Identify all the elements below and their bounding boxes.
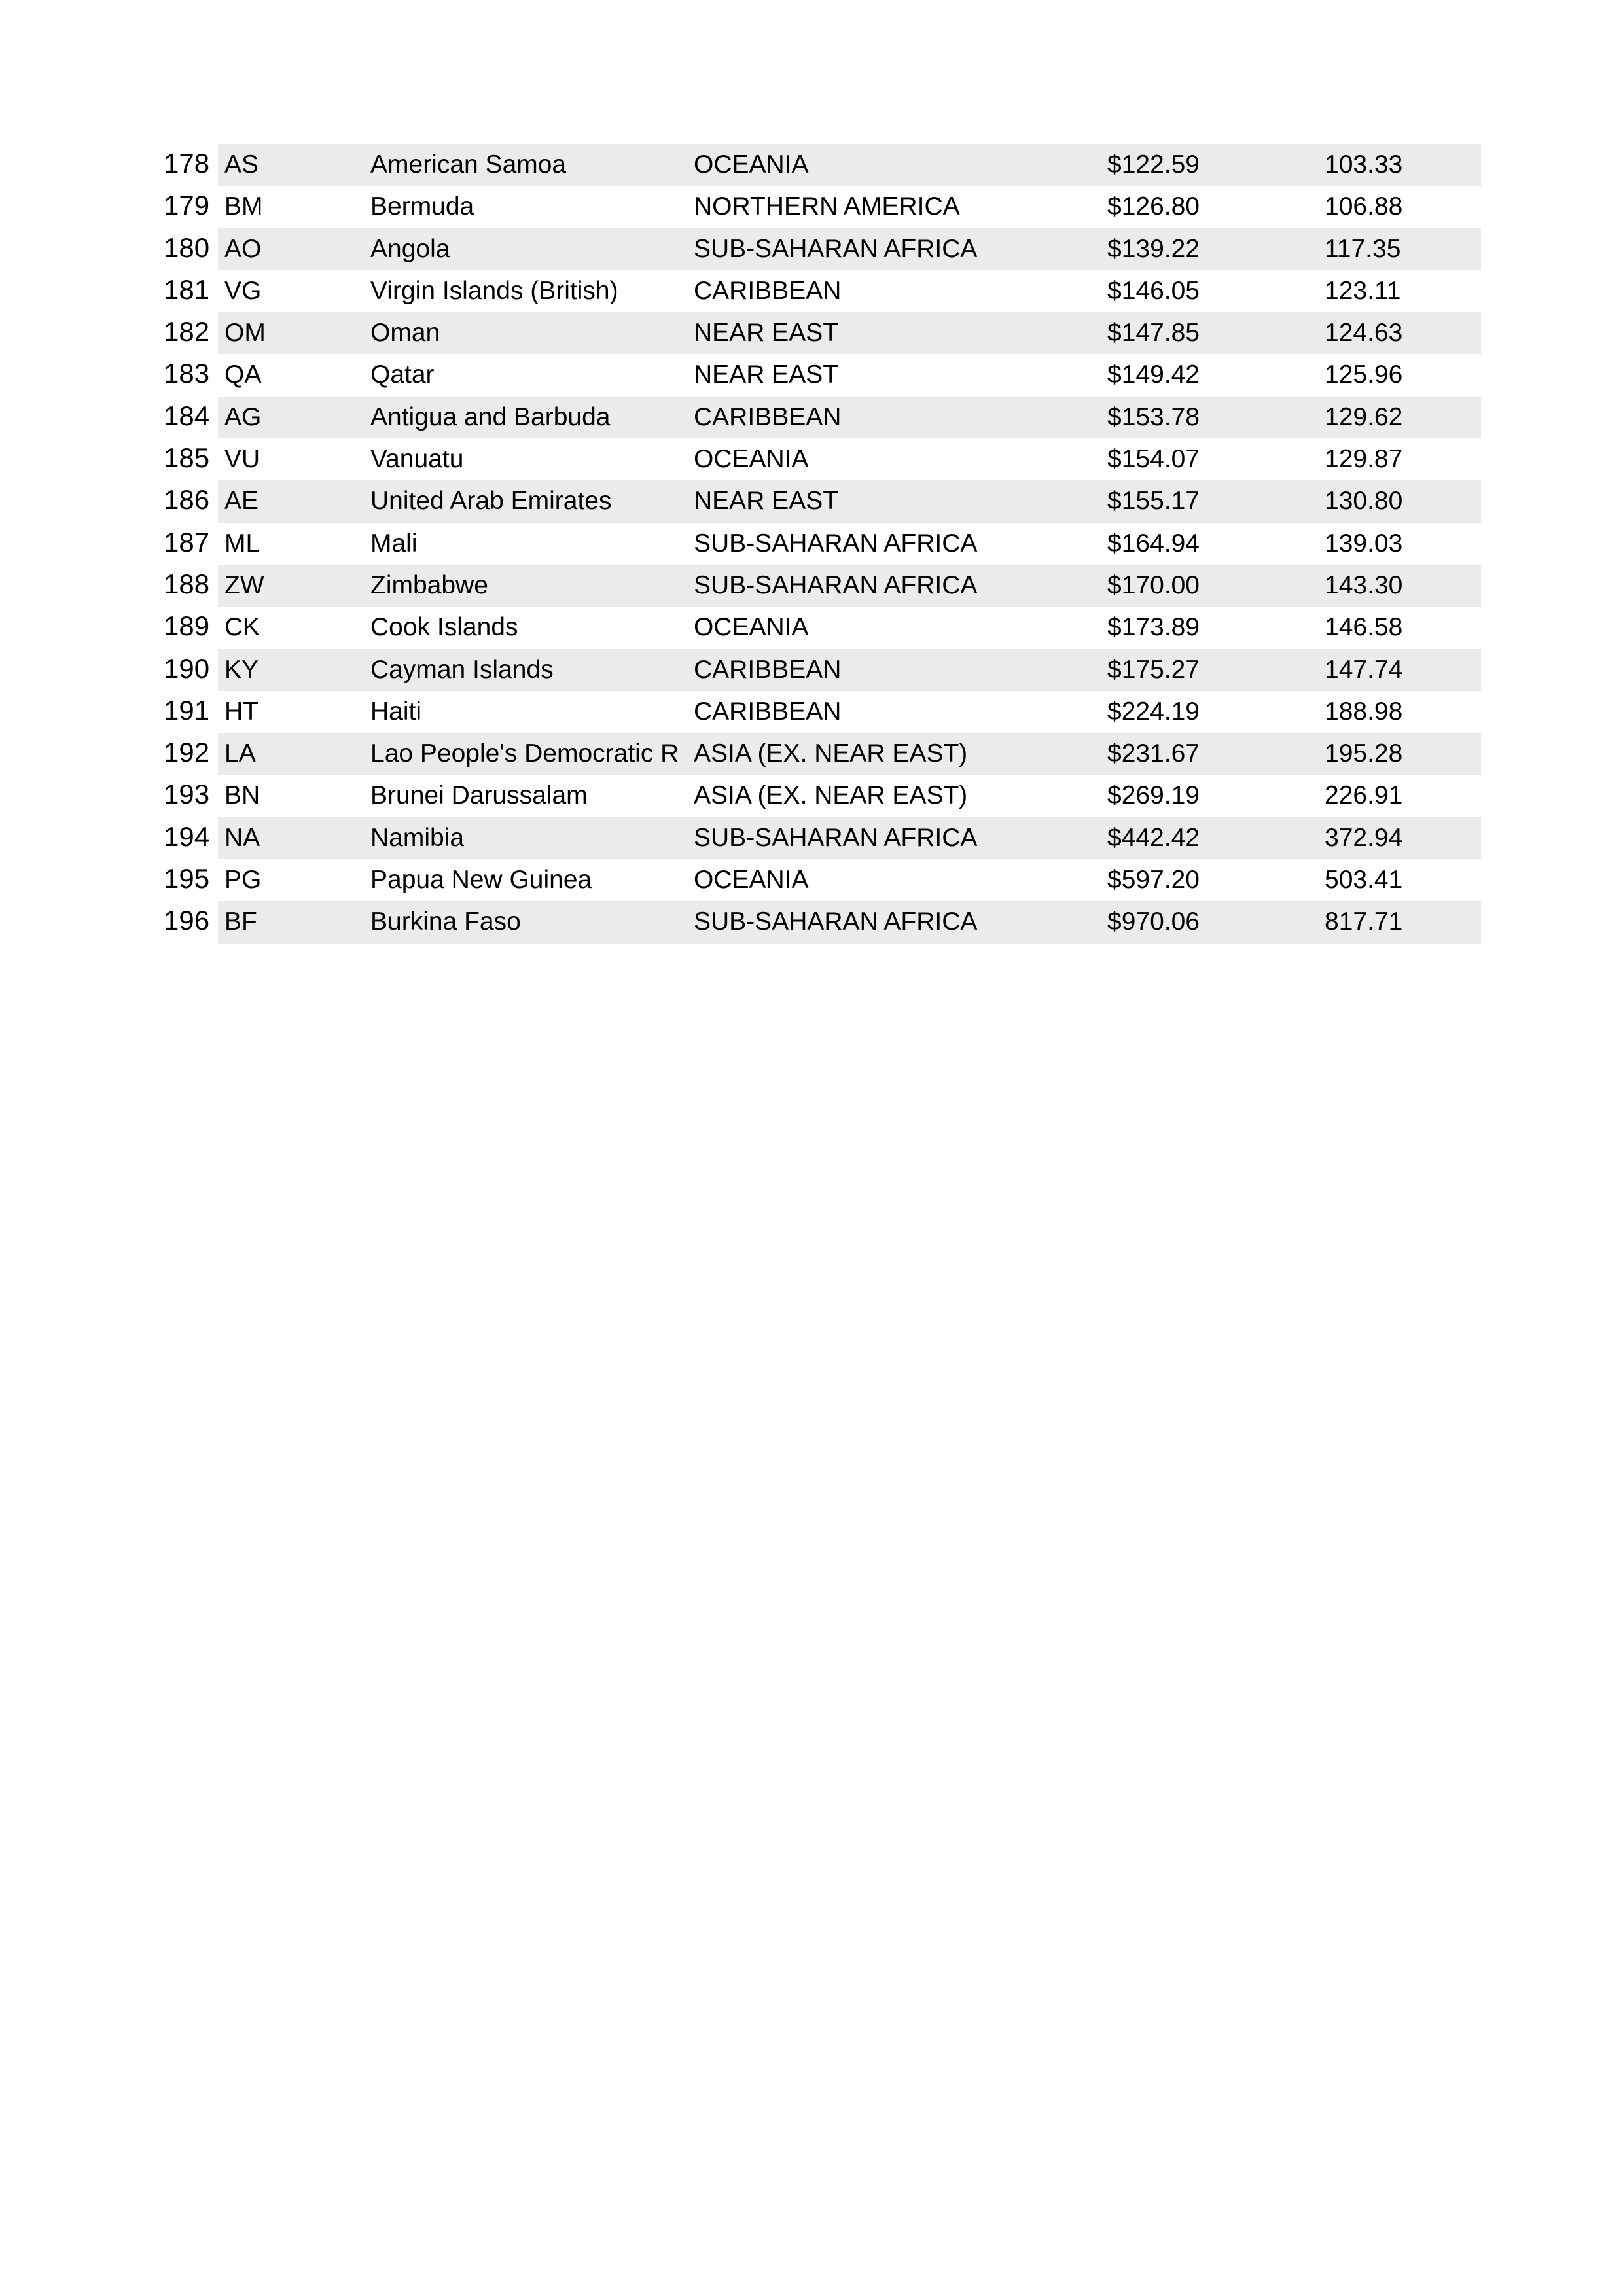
- country-code: LA: [224, 739, 256, 768]
- country-code: VG: [224, 276, 262, 305]
- region: CARIBBEAN: [694, 697, 842, 726]
- country-code: BM: [224, 192, 263, 221]
- price: $149.42: [1107, 361, 1200, 389]
- region: ASIA (EX. NEAR EAST): [694, 739, 968, 768]
- country-code: AO: [224, 234, 262, 263]
- index-value: 123.11: [1325, 276, 1401, 305]
- table-row: [0, 607, 1623, 648]
- table-row: [0, 438, 1623, 480]
- country-name: Mali: [370, 529, 418, 557]
- price: $155.17: [1107, 487, 1200, 516]
- country-name: Cook Islands: [370, 613, 518, 642]
- table-row: [0, 480, 1623, 522]
- country-code: ZW: [224, 571, 264, 599]
- country-code: HT: [224, 697, 259, 726]
- index-value: 817.71: [1325, 908, 1403, 936]
- country-name: United Arab Emirates: [370, 487, 612, 516]
- table-row: [0, 186, 1623, 228]
- row-number: 180: [164, 232, 210, 263]
- country-name: Qatar: [370, 361, 435, 389]
- region: ASIA (EX. NEAR EAST): [694, 781, 968, 810]
- table-row: [0, 775, 1623, 817]
- country-name: Papua New Guinea: [370, 866, 592, 894]
- country-code: PG: [224, 866, 262, 894]
- country-code: NA: [224, 823, 260, 852]
- index-value: 188.98: [1325, 697, 1403, 726]
- row-number: 178: [164, 148, 210, 179]
- data-table: [0, 144, 1623, 944]
- country-name: Namibia: [370, 823, 465, 852]
- table-row: [0, 523, 1623, 565]
- country-name: Angola: [370, 234, 450, 263]
- index-value: 143.30: [1325, 571, 1403, 599]
- table-row: [0, 649, 1623, 691]
- region: NEAR EAST: [694, 319, 839, 347]
- country-name: Zimbabwe: [370, 571, 488, 599]
- price: $147.85: [1107, 319, 1200, 347]
- country-name: Burkina Faso: [370, 908, 521, 936]
- index-value: 124.63: [1325, 319, 1403, 347]
- row-number: 193: [164, 779, 210, 810]
- country-name: Cayman Islands: [370, 655, 554, 684]
- table-row: [0, 354, 1623, 396]
- table-row: [0, 691, 1623, 733]
- region: SUB-SAHARAN AFRICA: [694, 823, 978, 852]
- region: SUB-SAHARAN AFRICA: [694, 529, 978, 557]
- price: $153.78: [1107, 402, 1200, 431]
- region: CARIBBEAN: [694, 402, 842, 431]
- region: SUB-SAHARAN AFRICA: [694, 571, 978, 599]
- price: $442.42: [1107, 823, 1200, 852]
- country-name: Oman: [370, 319, 440, 347]
- row-number: 183: [164, 358, 210, 389]
- region: OCEANIA: [694, 866, 809, 894]
- index-value: 372.94: [1325, 823, 1403, 852]
- row-number: 191: [164, 694, 210, 726]
- table-row: [0, 144, 1623, 186]
- country-name: Virgin Islands (British): [370, 276, 618, 305]
- table-row: [0, 228, 1623, 270]
- row-number: 192: [164, 737, 210, 768]
- price: $164.94: [1107, 529, 1200, 557]
- row-number: 187: [164, 526, 210, 557]
- price: $122.59: [1107, 150, 1200, 179]
- price: $173.89: [1107, 613, 1200, 642]
- country-code: KY: [224, 655, 259, 684]
- region: SUB-SAHARAN AFRICA: [694, 234, 978, 263]
- region: NEAR EAST: [694, 487, 839, 516]
- price: $170.00: [1107, 571, 1200, 599]
- region: CARIBBEAN: [694, 276, 842, 305]
- table-row: [0, 565, 1623, 607]
- country-code: AE: [224, 487, 259, 516]
- index-value: 125.96: [1325, 361, 1403, 389]
- price: $175.27: [1107, 655, 1200, 684]
- row-number: 185: [164, 442, 210, 474]
- index-value: 117.35: [1325, 234, 1401, 263]
- country-name: Lao People's Democratic R: [370, 739, 679, 768]
- table-row: [0, 817, 1623, 859]
- country-name: Haiti: [370, 697, 422, 726]
- index-value: 130.80: [1325, 487, 1403, 516]
- index-value: 226.91: [1325, 781, 1403, 810]
- index-value: 147.74: [1325, 655, 1403, 684]
- price: $154.07: [1107, 445, 1200, 474]
- index-value: 103.33: [1325, 150, 1403, 179]
- row-number: 188: [164, 568, 210, 599]
- region: CARIBBEAN: [694, 655, 842, 684]
- country-code: OM: [224, 319, 266, 347]
- row-number: 181: [164, 274, 210, 305]
- price: $146.05: [1107, 276, 1200, 305]
- price: $224.19: [1107, 697, 1200, 726]
- price: $139.22: [1107, 234, 1200, 263]
- region: NEAR EAST: [694, 361, 839, 389]
- index-value: 195.28: [1325, 739, 1403, 768]
- price: $126.80: [1107, 192, 1200, 221]
- country-code: ML: [224, 529, 260, 557]
- table-row: [0, 901, 1623, 943]
- region: NORTHERN AMERICA: [694, 192, 960, 221]
- row-number: 179: [164, 190, 210, 221]
- country-code: QA: [224, 361, 262, 389]
- row-number: 182: [164, 316, 210, 347]
- row-number: 186: [164, 484, 210, 516]
- country-code: BF: [224, 908, 257, 936]
- row-number: 195: [164, 863, 210, 894]
- table-row: [0, 312, 1623, 354]
- price: $231.67: [1107, 739, 1200, 768]
- country-code: AG: [224, 402, 262, 431]
- price: $970.06: [1107, 908, 1200, 936]
- table-row: [0, 397, 1623, 438]
- country-code: BN: [224, 781, 260, 810]
- country-code: VU: [224, 445, 260, 474]
- table-row: [0, 270, 1623, 312]
- index-value: 106.88: [1325, 192, 1403, 221]
- country-name: Brunei Darussalam: [370, 781, 588, 810]
- table-row: [0, 859, 1623, 901]
- row-number: 184: [164, 400, 210, 431]
- price: $597.20: [1107, 866, 1200, 894]
- index-value: 146.58: [1325, 613, 1403, 642]
- country-code: CK: [224, 613, 260, 642]
- country-code: AS: [224, 150, 259, 179]
- index-value: 129.62: [1325, 402, 1403, 431]
- table-row: [0, 733, 1623, 775]
- row-number: 189: [164, 610, 210, 642]
- region: OCEANIA: [694, 150, 809, 179]
- index-value: 503.41: [1325, 866, 1403, 894]
- index-value: 129.87: [1325, 445, 1403, 474]
- region: OCEANIA: [694, 445, 809, 474]
- region: OCEANIA: [694, 613, 809, 642]
- country-name: Vanuatu: [370, 445, 464, 474]
- country-name: Bermuda: [370, 192, 474, 221]
- price: $269.19: [1107, 781, 1200, 810]
- country-name: American Samoa: [370, 150, 567, 179]
- index-value: 139.03: [1325, 529, 1403, 557]
- country-name: Antigua and Barbuda: [370, 402, 611, 431]
- row-number: 196: [164, 905, 210, 936]
- region: SUB-SAHARAN AFRICA: [694, 908, 978, 936]
- row-number: 194: [164, 821, 210, 852]
- row-number: 190: [164, 652, 210, 684]
